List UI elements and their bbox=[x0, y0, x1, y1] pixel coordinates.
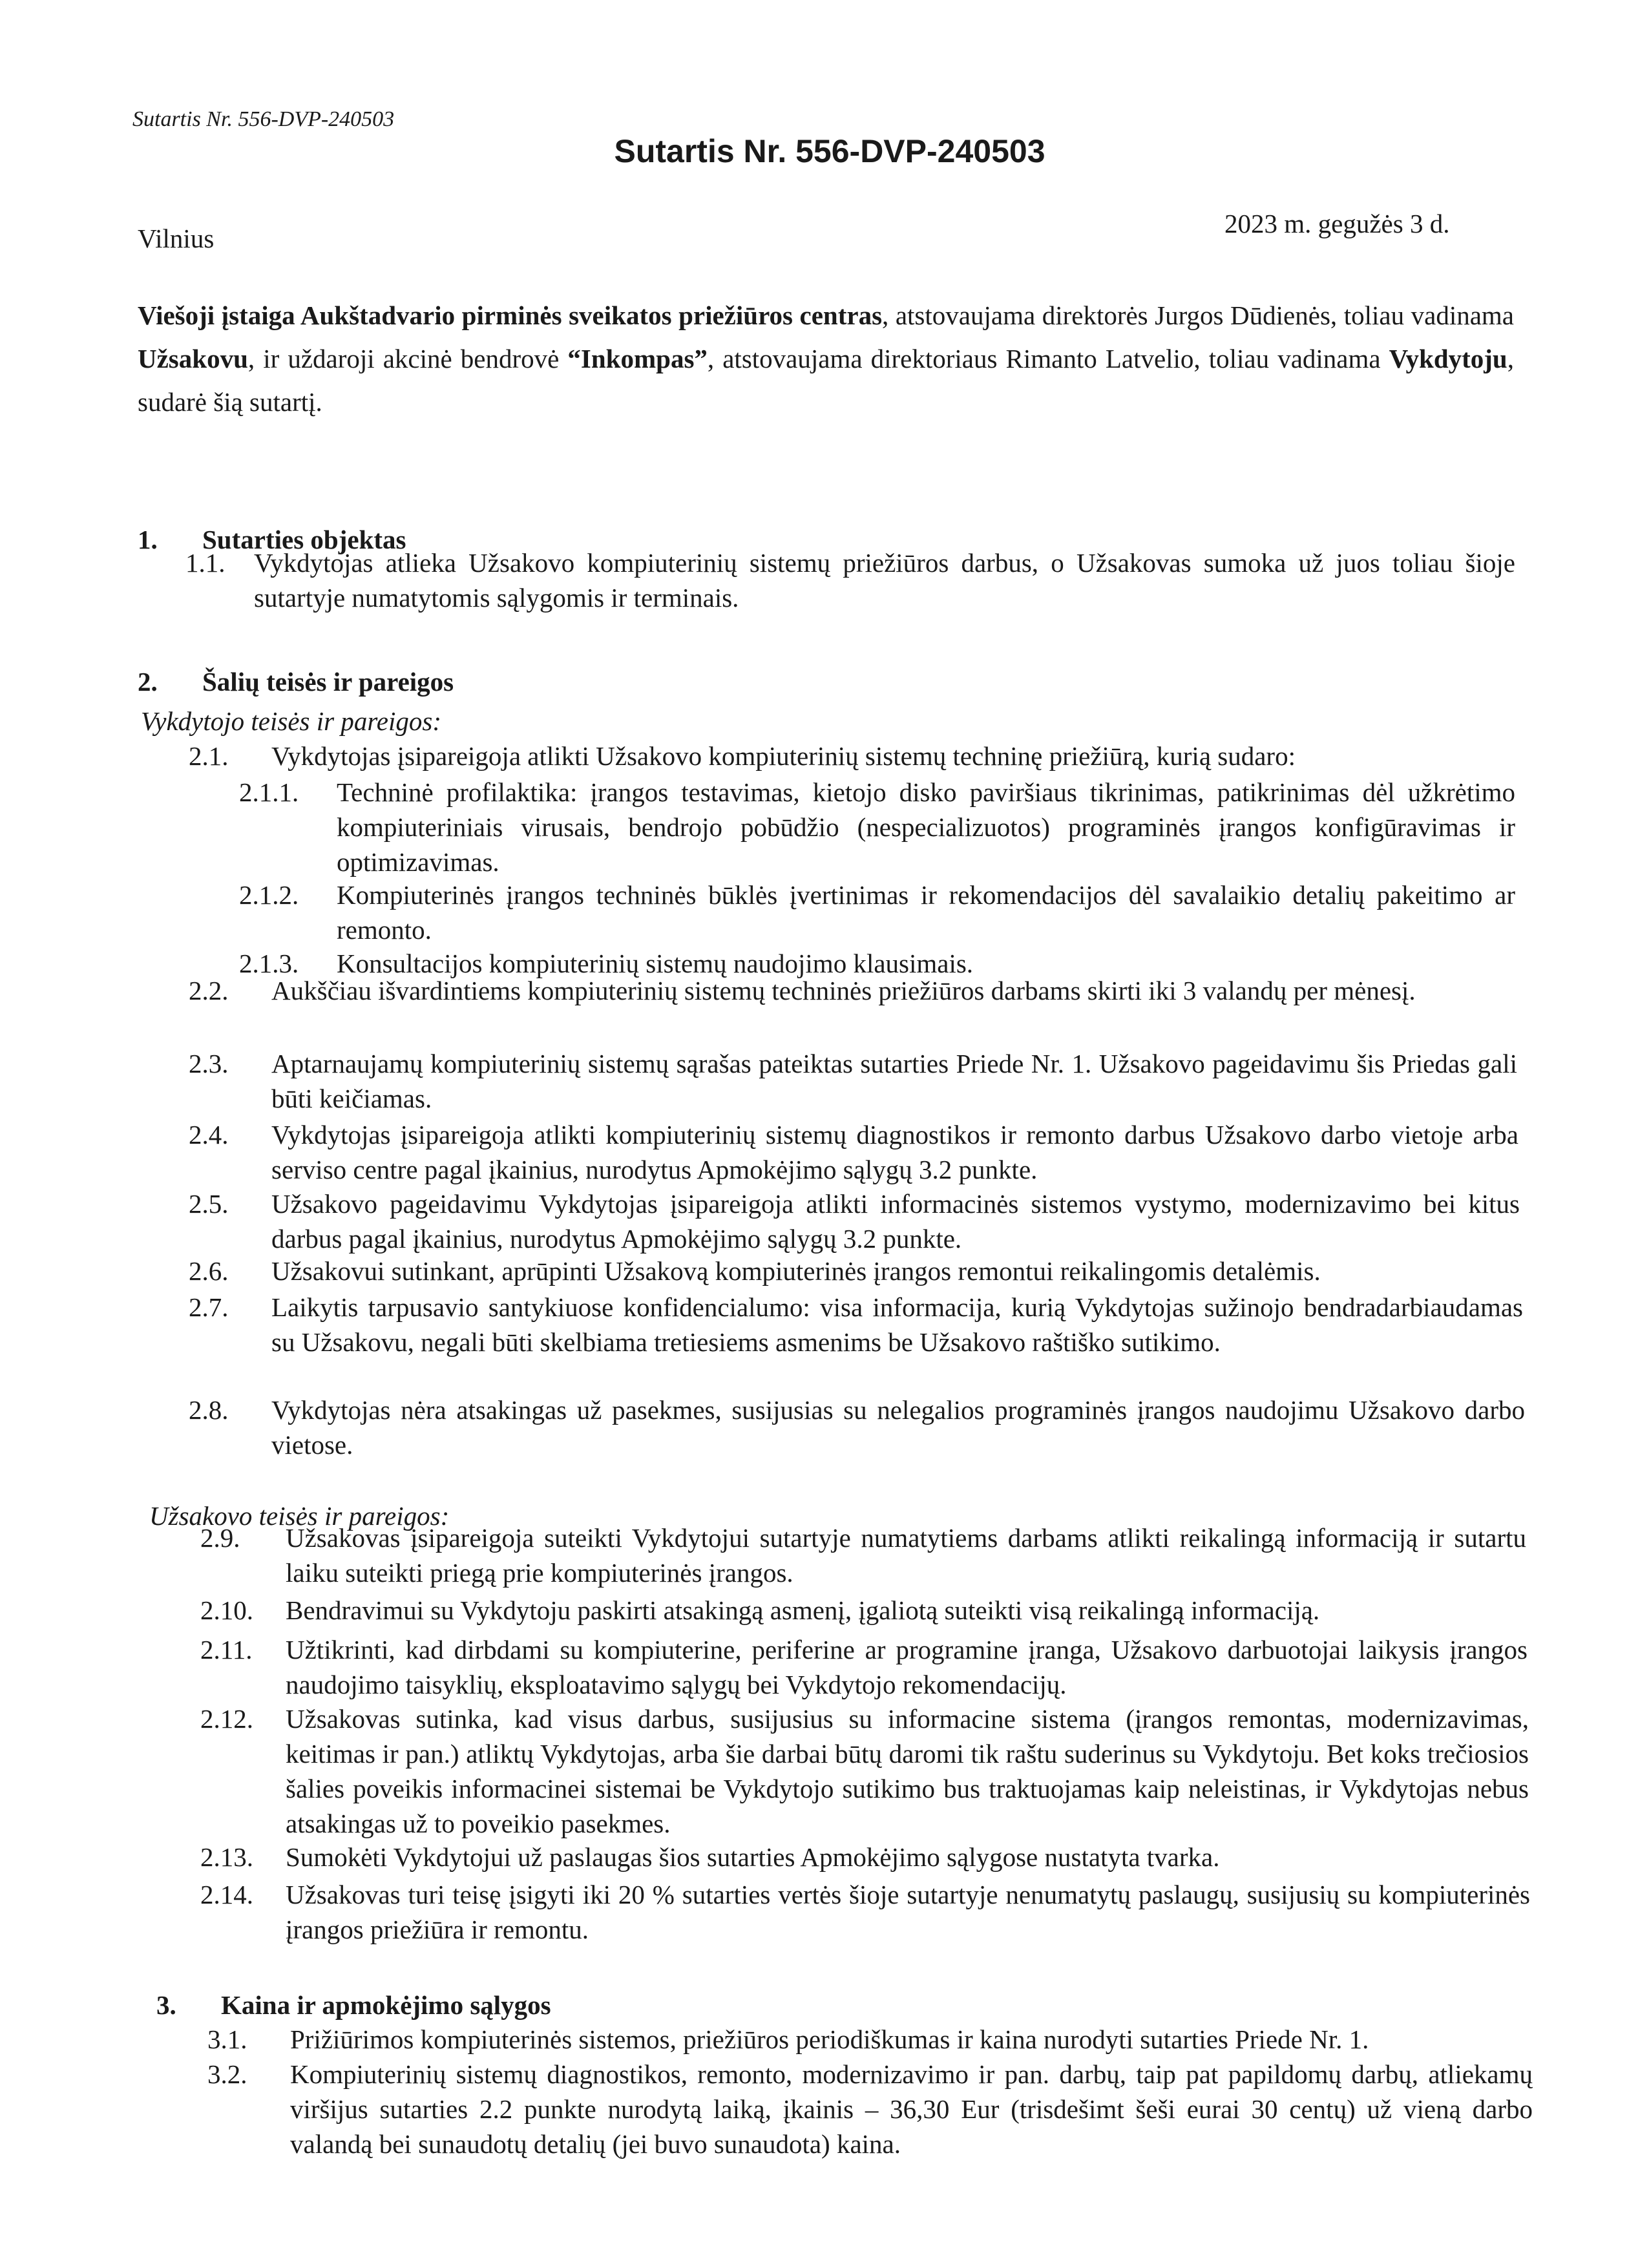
section-heading bbox=[138, 664, 1512, 699]
subheading: Vykdytojo teisės ir pareigos: bbox=[141, 706, 441, 736]
clause-text: Vykdytojas įsipareigoja atlikti Užsakovo kompiuterinių sistemų techninę priežiūrą, kurią sudaro: bbox=[271, 741, 1296, 771]
clause-number: 2.6. bbox=[189, 1256, 229, 1286]
clause bbox=[189, 973, 1515, 1008]
clause-text: Užsakovui sutinkant, aprūpinti Užsakovą kompiuterinės įrangos remontui reikalingomis detalėmis. bbox=[271, 1256, 1321, 1286]
section-heading-text: Kaina ir apmokėjimo sąlygos bbox=[221, 1990, 551, 2020]
clause-text: Užtikrinti, kad dirbdami su kompiuterine, periferine ar programine įranga, Užsakovo darbuotojai laikysis įrangos naudojimo taisyklių, eksploatavimo sąlygų bei Vykdytojo rekomendacijų. bbox=[286, 1635, 1528, 1699]
clause-number: 2.1. bbox=[189, 741, 229, 771]
clause-text: Techninė profilaktika: įrangos testavimas, kietojo disko paviršiaus tikrinimas, patikrinimas dėl užkrėtimo kompiuteriniais virusais, bendrojo pobūdžio (nespecializuotos) programinės įrangos konfigūravimas ir optimizavimas. bbox=[337, 777, 1515, 877]
clause bbox=[200, 1632, 1528, 1702]
clause-number: 2.4. bbox=[189, 1120, 229, 1150]
clause-number: 2.13. bbox=[200, 1842, 253, 1872]
intro-text: , atstovaujama direktoriaus Rimanto Latvelio, toliau vadinama bbox=[707, 344, 1389, 373]
clause-text: Laikytis tarpusavio santykiuose konfidencialumo: visa informacija, kurią Vykdytojas sužinojo bendradarbiaudamas su Užsakovu, negali būti skelbiama tretiesiems asmenims be Užsakovo raštiško sutikimo. bbox=[271, 1292, 1523, 1357]
clause bbox=[207, 2057, 1533, 2161]
clause-number: 1.1. bbox=[185, 548, 226, 578]
section-heading-number: 1. bbox=[138, 525, 158, 554]
intro-text: , atstovaujama direktorės Jurgos Dūdienės, toliau vadinama bbox=[882, 300, 1514, 330]
clause-number: 2.14. bbox=[200, 1880, 253, 1909]
clause bbox=[189, 1117, 1518, 1187]
clause-number: 2.1.1. bbox=[239, 777, 299, 807]
clause bbox=[200, 1520, 1526, 1590]
clause bbox=[185, 545, 1515, 615]
clause bbox=[189, 1254, 1522, 1288]
clause bbox=[189, 739, 1515, 773]
subheading: Užsakovo teisės ir pareigos: bbox=[149, 1501, 450, 1531]
section-heading-text: Sutarties objektas bbox=[202, 525, 406, 554]
city: Vilnius bbox=[138, 224, 215, 253]
clause bbox=[189, 1392, 1525, 1462]
clause-text: Užsakovas turi teisę įsigyti iki 20 % sutarties vertės šioje sutartyje nenumatytų paslaugų, susijusių su kompiuterinės įrangos priežiūra ir remontu. bbox=[286, 1880, 1530, 1944]
clause-number: 2.1.3. bbox=[239, 949, 299, 978]
clause-text: Bendravimui su Vykdytoju paskirti atsakingą asmenį, įgaliotą suteikti visą reikalingą informaciją. bbox=[286, 1595, 1320, 1625]
clause-number: 2.10. bbox=[200, 1595, 253, 1625]
clause bbox=[239, 877, 1515, 947]
customer-name: Viešoji įstaiga Aukštadvario pirminės sveikatos priežiūros centras bbox=[138, 300, 883, 330]
clause-number: 2.3. bbox=[189, 1049, 229, 1078]
clause-number: 3.2. bbox=[207, 2059, 247, 2089]
clause-text: Vykdytojas atlieka Užsakovo kompiuterinių sistemų priežiūros darbus, o Užsakovas sumoka už juos toliau šioje sutartyje numatytomis sąlygomis ir terminais. bbox=[254, 548, 1515, 613]
document-title: Sutartis Nr. 556-DVP-240503 bbox=[614, 133, 1045, 169]
clause-number: 3.1. bbox=[207, 2024, 247, 2054]
clause-number: 2.7. bbox=[189, 1292, 229, 1322]
clause-number: 2.8. bbox=[189, 1395, 229, 1425]
header-contract-reference: Sutartis Nr. 556-DVP-240503 bbox=[132, 107, 395, 131]
clause-number: 2.11. bbox=[200, 1635, 253, 1664]
clause bbox=[200, 1593, 1526, 1628]
intro-text: , ir uždaroji akcinė bendrovė bbox=[247, 344, 568, 373]
clause bbox=[189, 1290, 1523, 1360]
clause-number: 2.5. bbox=[189, 1189, 229, 1219]
clause-text: Kompiuterinių sistemų diagnostikos, remonto, modernizavimo ir pan. darbų, taip pat papildomų darbų, atliekamų viršijus sutarties 2.2 punkte nurodytą laiką, įkainis – 36,30 Eur (trisdešimt šeši eurai 30 centų) už vieną darbo valandą bei sunaudotų detalių (jei buvo sunaudota) kaina. bbox=[290, 2059, 1533, 2159]
clause-number: 2.9. bbox=[200, 1523, 240, 1553]
clause-text: Užsakovas įsipareigoja suteikti Vykdytojui sutartyje numatytiems darbams atlikti reikalingą informaciją ir sutartu laiku suteikti priegą prie kompiuterinės įrangos. bbox=[286, 1523, 1526, 1588]
clause-text: Vykdytojas įsipareigoja atlikti kompiuterinių sistemų diagnostikos ir remonto darbus Užsakovo darbo vietoje arba serviso centre pagal įkainius, nurodytus Apmokėjimo sąlygų 3.2 punkte. bbox=[271, 1120, 1518, 1184]
clause bbox=[207, 2022, 1531, 2057]
section-heading-number: 3. bbox=[156, 1990, 176, 2020]
clause-text: Aukščiau išvardintiems kompiuterinių sistemų techninės priežiūros darbams skirti iki 3 valandų per mėnesį. bbox=[271, 976, 1416, 1005]
clause-text: Vykdytojas nėra atsakingas už pasekmes, susijusias su nelegalios programinės įrangos naudojimu Užsakovo darbo vietose. bbox=[271, 1395, 1525, 1460]
contract-date: 2023 m. gegužės 3 d. bbox=[1224, 209, 1450, 238]
clause-text: Aptarnaujamų kompiuterinių sistemų sąrašas pateiktas sutarties Priede Nr. 1. Užsakovo pageidavimu šis Priedas gali būti keičiamas. bbox=[271, 1049, 1517, 1113]
clause bbox=[189, 1186, 1520, 1256]
section-heading bbox=[156, 1988, 1531, 2022]
section-heading-number: 2. bbox=[138, 667, 158, 697]
intro-text: , sudarė šią sutartį. bbox=[138, 344, 1514, 417]
intro-paragraph bbox=[138, 294, 1514, 424]
clause bbox=[200, 1877, 1530, 1947]
clause-text: Užsakovo pageidavimu Vykdytojas įsipareigoja atlikti informacinės sistemos vystymo, modernizavimo bei kitus darbus pagal įkainius, nurodytus Apmokėjimo sąlygų 3.2 punkte. bbox=[271, 1189, 1520, 1254]
clause bbox=[200, 1701, 1529, 1841]
section-heading-text: Šalių teisės ir pareigos bbox=[202, 667, 454, 697]
clause bbox=[189, 1046, 1517, 1116]
clause-number: 2.2. bbox=[189, 976, 229, 1005]
clause-text: Kompiuterinės įrangos techninės būklės įvertinimas ir rekomendacijos dėl savalaikio detalių pakeitimo ar remonto. bbox=[337, 880, 1515, 945]
clause bbox=[200, 1840, 1529, 1874]
contractor-name: “Inkompas” bbox=[567, 344, 708, 373]
clause-number: 2.1.2. bbox=[239, 880, 299, 910]
customer-label: Užsakovu bbox=[138, 344, 248, 373]
clause-text: Prižiūrimos kompiuterinės sistemos, priežiūros periodiškumas ir kaina nurodyti sutarties Priede Nr. 1. bbox=[290, 2024, 1369, 2054]
clause bbox=[239, 775, 1515, 879]
clause-text: Sumokėti Vykdytojui už paslaugas šios sutarties Apmokėjimo sąlygose nustatyta tvarka. bbox=[286, 1842, 1220, 1872]
clause-text: Užsakovas sutinka, kad visus darbus, susijusius su informacine sistema (įrangos remontas, modernizavimas, keitimas ir pan.) atliktų Vykdytojas, arba šie darbai būtų daromi tik raštu suderinus su Vykdytoju. Bet koks trečiosios šalies poveikis informacinei sistemai be Vykdytojo sutikimo bus traktuojamas kaip neleistinas, ir Vykdytojas nebus atsakingas už to poveikio pasekmes. bbox=[286, 1704, 1529, 1838]
clause-number: 2.12. bbox=[200, 1704, 253, 1734]
clause-text: Konsultacijos kompiuterinių sistemų naudojimo klausimais. bbox=[337, 949, 974, 978]
contractor-label: Vykdytoju bbox=[1389, 344, 1507, 373]
